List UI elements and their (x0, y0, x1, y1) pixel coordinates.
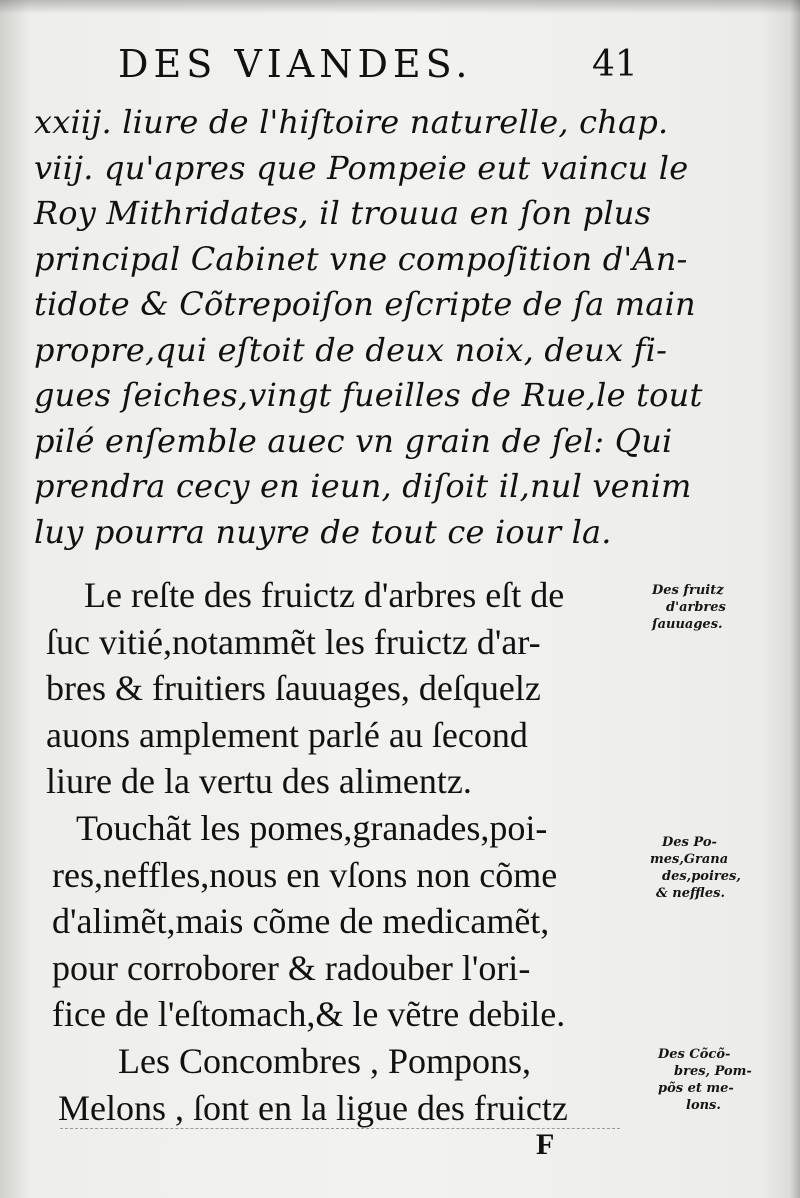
text-line: fice de l'eſtomach,& le vẽtre debile. (52, 994, 566, 1034)
text-line: Melons , ſont en la ligue des fruictz (58, 1087, 568, 1128)
text-line: propre,qui eſtoit de deux noix, deux fi- (34, 330, 668, 369)
margin-note-line: Des Po- (662, 835, 717, 850)
margin-note-line: d'arbres (666, 600, 726, 615)
paragraph-fruits (46, 572, 650, 805)
paragraph-pomes (52, 805, 656, 1038)
text-line: prendra cecy en ieun, diſoit il,nul venim (34, 467, 692, 505)
text-line: Le reſte des fruictz d'arbres eſt de (84, 575, 565, 615)
text-line: auons amplement parlé au ſecond (46, 714, 528, 755)
text-line: bres & fruitiers ſauuages, deſquelz (46, 668, 541, 708)
margin-note-line: lons. (686, 1098, 721, 1113)
running-head-title: DES VIANDES. (118, 42, 473, 86)
margin-note-line: des,poires, (662, 869, 741, 884)
running-head (118, 42, 638, 92)
text-line: tidote & Cõtrepoiſon eſcripte de ſa main (34, 285, 696, 323)
margin-note-pomes (650, 834, 741, 902)
margin-note-line: & neffles. (656, 886, 725, 901)
text-line: gues ſeiches,vingt fueilles de Rue,le tout (34, 376, 703, 414)
margin-note-concombres (658, 1046, 752, 1114)
page-number: 41 (592, 44, 638, 85)
text-line: pilé enſemble auec vn grain de ſel: Qui (34, 421, 673, 460)
text-line: Touchãt les pomes,granades,poi- (76, 808, 548, 848)
text-line: res,neffles,nous en vſons non cõme (52, 854, 558, 895)
text-line: xxiij. liure de l'hiſtoire naturelle, chap. (34, 103, 669, 141)
margin-note-line: bres, Pom- (674, 1064, 752, 1079)
margin-note-line: mes,Grana (650, 852, 729, 867)
text-line: d'alimẽt,mais cõme de medicamẽt, (52, 901, 550, 941)
margin-note-line: ſauuages. (652, 617, 723, 632)
margin-note-line: põs et me- (658, 1081, 734, 1096)
italic-passage (34, 100, 703, 555)
page-top-shadow (0, 0, 800, 14)
gutter-shadow (790, 0, 800, 1198)
signature-mark: F (536, 1128, 555, 1161)
margin-note-line: Des Cõcõ- (658, 1047, 731, 1062)
text-line: ſuc vitié,notammẽt les fruictz d'ar- (46, 621, 541, 662)
margin-note-fruits (652, 582, 726, 633)
text-line: pour corroborer & radouber l'ori- (52, 947, 531, 988)
text-line: luy pourra nuyre de tout ce iour la. (34, 512, 612, 551)
text-line: Roy Mithridates, il trouua en ſon plus (34, 194, 652, 232)
text-line: principal Cabinet vne compoſition d'An- (34, 239, 688, 278)
text-line: viij. qu'apres que Pompeie eut vaincu le (34, 148, 689, 187)
text-line: Les Concombres , Pompons, (118, 1041, 531, 1081)
text-line: liure de la vertu des alimentz. (46, 761, 472, 801)
paragraph-concombres (58, 1038, 662, 1131)
margin-note-line: Des fruitz (652, 583, 724, 598)
